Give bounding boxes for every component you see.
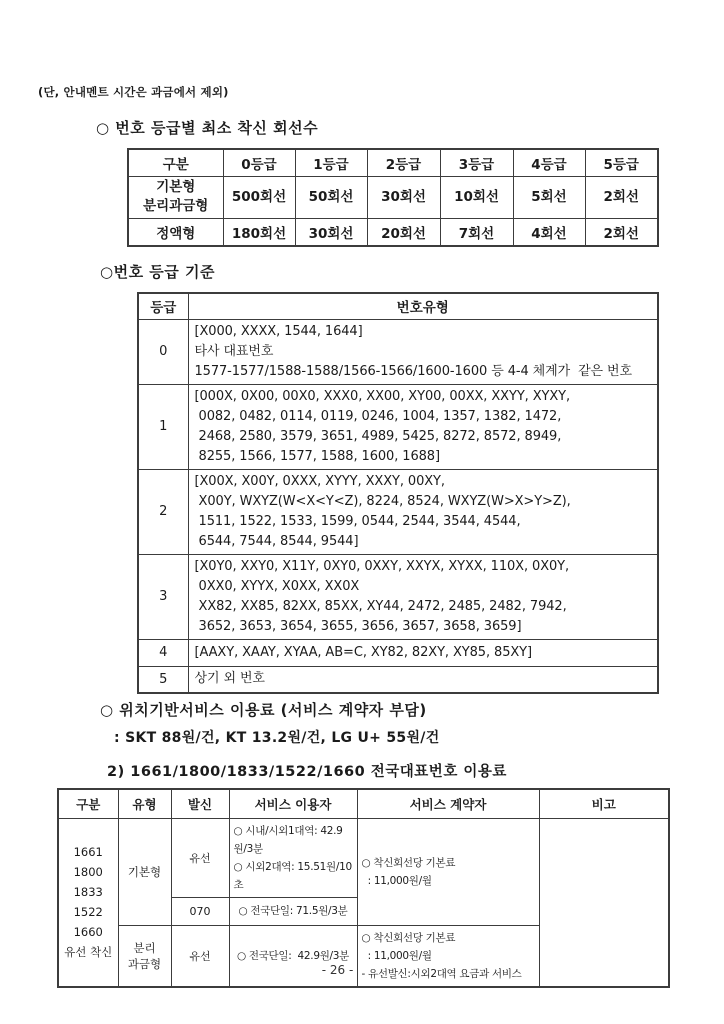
number-list-cell: 1661 1800 1833 1522 1660 유선 착신: [58, 818, 118, 987]
table-row: [128, 176, 658, 218]
grade-value: 3: [138, 554, 188, 639]
service-user-cell: ○ 전국단일: 42.9원/3분: [229, 925, 357, 987]
column-header: 발신: [171, 789, 229, 818]
plan-type-cell: 기본형: [118, 818, 171, 925]
min-receiving-lines-table: [127, 148, 659, 247]
grade-value: 1: [138, 384, 188, 469]
table-cell: 2회선: [585, 218, 658, 246]
column-header: 1등급: [295, 149, 367, 176]
section4-heading: 2) 1661/1800/1833/1522/1660 전국대표번호 이용료: [107, 764, 507, 780]
national-number-fee-table: [57, 788, 670, 988]
exclusion-note: (단, 안내멘트 시간은 과금에서 제외): [38, 85, 229, 99]
lbs-fee-detail: : SKT 88원/건, KT 13.2원/건, LG U+ 55원/건: [114, 730, 440, 746]
plan-type-cell: 분리 과금형: [118, 925, 171, 987]
table-cell: 7회선: [440, 218, 513, 246]
grade-value: 4: [138, 639, 188, 666]
table-cell: 4회선: [513, 218, 585, 246]
origin-cell: 유선: [171, 925, 229, 987]
page-number: - 26 -: [321, 963, 354, 977]
column-header: 4등급: [513, 149, 585, 176]
table-cell: 30회선: [367, 176, 440, 218]
column-header: 서비스 계약자: [357, 789, 539, 818]
table-cell: 2회선: [585, 176, 658, 218]
origin-cell: 유선: [171, 818, 229, 897]
table-cell: 5회선: [513, 176, 585, 218]
column-header: 구분: [128, 149, 223, 176]
section2-heading: ○번호 등급 기준: [100, 263, 215, 281]
table-header-row: [138, 293, 658, 319]
grade-row-1: [138, 384, 658, 469]
column-header: 유형: [118, 789, 171, 818]
table-cell: 50회선: [295, 176, 367, 218]
table-header-row: [58, 789, 669, 818]
remark-cell: [539, 818, 669, 987]
column-header: 번호유형: [188, 293, 658, 319]
grade-row-4: [138, 639, 658, 666]
number-type-cell: [AAXY, XAAY, XYAA, AB=C, XY82, 82XY, XY85, 85XY]: [188, 639, 658, 666]
column-header: 등급: [138, 293, 188, 319]
grade-row-0: [138, 319, 658, 384]
origin-cell: 070: [171, 897, 229, 925]
row-label: 정액형: [128, 218, 223, 246]
table-cell: 500회선: [223, 176, 295, 218]
number-type-cell: 상기 외 번호: [188, 666, 658, 693]
fee-row-basic-wired: [58, 818, 669, 897]
column-header: 2등급: [367, 149, 440, 176]
column-header: 구분: [58, 789, 118, 818]
service-user-cell: ○ 전국단일: 71.5원/3분: [229, 897, 357, 925]
grade-value: 2: [138, 469, 188, 554]
number-grade-criteria-table: [137, 292, 659, 694]
service-user-cell: ○ 시내/시외1대역: 42.9원/3분 ○ 시외2대역: 15.51원/10초: [229, 818, 357, 897]
section1-heading: ○ 번호 등급별 최소 착신 회선수: [96, 119, 319, 137]
service-contractor-cell: ○ 착신회선당 기본료 : 11,000원/월 - 유선발신:시외2대역 요금과 서비스: [357, 925, 539, 987]
grade-value: 0: [138, 319, 188, 384]
number-type-cell: [X000, XXXX, 1544, 1644] 타사 대표번호 1577-1577/1588-1588/1566-1566/1600-1600 등 4-4 체계가 같은 번호: [188, 319, 658, 384]
section3-heading: ○ 위치기반서비스 이용료 (서비스 계약자 부담): [100, 701, 427, 719]
number-type-cell: [X00X, X00Y, 0XXX, XYYY, XXXY, 00XY, X00Y, WXYZ(W<X<Y<Z), 8224, 8524, WXYZ(W>X>Y>Z), 1511, 1522, 1533, 1599, 0544, 2544, 3544, 4544, 6544, 7544, 8544, 9544]: [188, 469, 658, 554]
table-cell: 180회선: [223, 218, 295, 246]
number-type-cell: [000X, 0X00, 00X0, XXX0, XX00, XY00, 00XX, XXYY, XYXY, 0082, 0482, 0114, 0119, 0246, 1004, 1357, 1382, 1472, 2468, 2580, 3579, 3651, 4989, 5425, 8272, 8572, 8949, 8255, 1566, 1577, 1588, 1600, 1688]: [188, 384, 658, 469]
table-header-row: [128, 149, 658, 176]
table-cell: 20회선: [367, 218, 440, 246]
column-header: 서비스 이용자: [229, 789, 357, 818]
grade-value: 5: [138, 666, 188, 693]
table-cell: 10회선: [440, 176, 513, 218]
column-header: 0등급: [223, 149, 295, 176]
grade-row-3: [138, 554, 658, 639]
service-contractor-cell: ○ 착신회선당 기본료 : 11,000원/월: [357, 818, 539, 925]
grade-row-2: [138, 469, 658, 554]
grade-row-5: [138, 666, 658, 693]
number-type-cell: [X0Y0, XXY0, X11Y, 0XY0, 0XXY, XXYX, XYXX, 110X, 0X0Y, 0XX0, XYYX, X0XX, XX0X XX82, XX85, 82XX, 85XX, XY44, 2472, 2485, 2482, 7942, 3652, 3653, 3654, 3655, 3656, 3657, 3658, 3659]: [188, 554, 658, 639]
column-header: 비고: [539, 789, 669, 818]
column-header: 3등급: [440, 149, 513, 176]
row-label: 기본형 분리과금형: [128, 176, 223, 218]
column-header: 5등급: [585, 149, 658, 176]
table-cell: 30회선: [295, 218, 367, 246]
table-row: [128, 218, 658, 246]
